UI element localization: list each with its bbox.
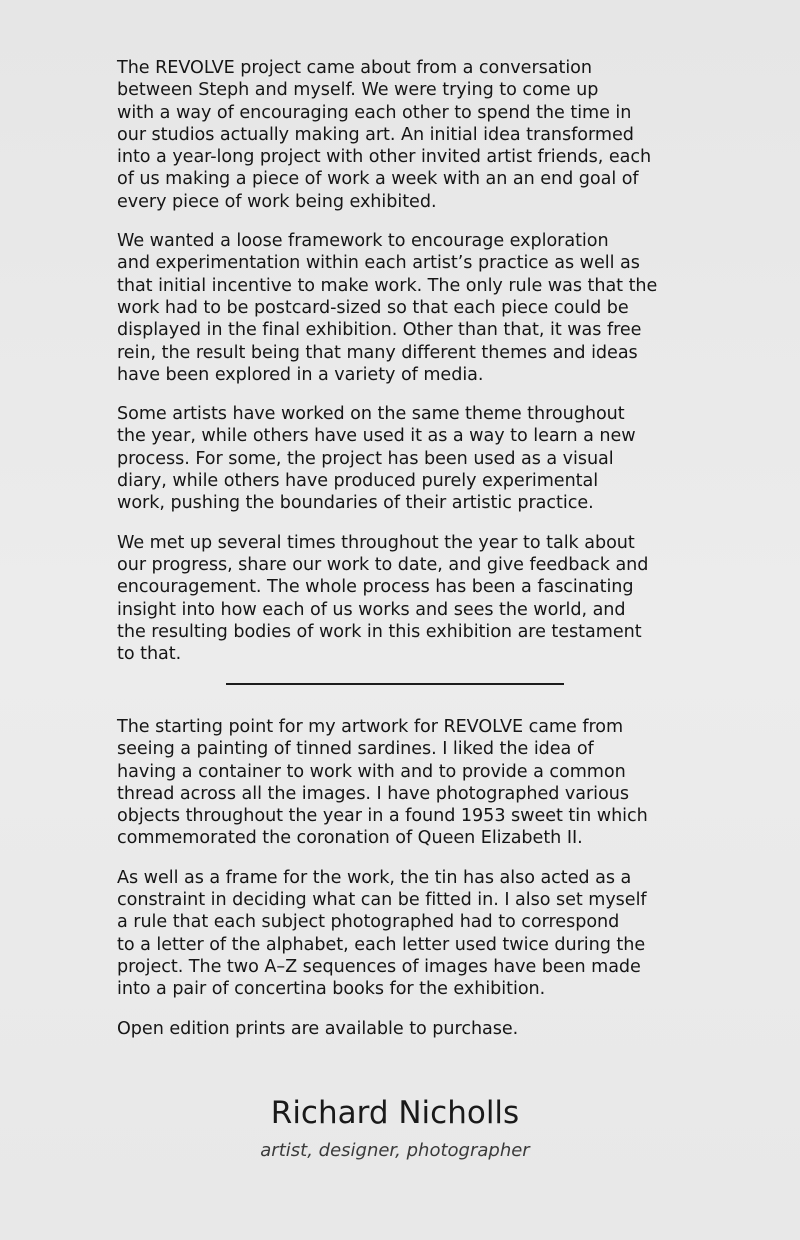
text-line: our progress, share our work to date, and give feedback and [117,554,649,575]
text-line: constraint in deciding what can be fitted in. I also set myself [117,890,647,911]
text-line: objects throughout the year in a found 1953 sweet tin which [117,806,648,827]
text-line: work had to be postcard-sized so that each piece could be [117,297,629,318]
text-line: We met up several times throughout the year to talk about [117,532,635,553]
text-line: into a year-long project with other invited artist friends, each [117,147,652,168]
text-line: into a pair of concertina books for the exhibition. [117,979,546,1000]
text-line: to a letter of the alphabet, each letter used twice during the [117,934,646,955]
artist-name: Richard Nicholls [270,1095,520,1131]
text-line: The starting point for my artwork for REVOLVE came from [117,717,624,737]
text-line: insight into how each of us works and sees the world, and [117,599,626,620]
text-line: having a container to work with and to provide a common [117,761,626,782]
divider-line [226,683,564,685]
text-line: of us making a piece of work a week with an an end goal of [117,169,639,190]
text-line: the resulting bodies of work in this exhibition are testament [117,621,642,642]
text-line: seeing a painting of tinned sardines. I liked the idea of [117,739,594,760]
text-line: and experimentation within each artist’s practice as well as [117,253,640,274]
intro-section [117,57,677,665]
text-line: with a way of encouraging each other to spend the time in [117,102,632,123]
text-line: to that. [117,644,182,665]
text-line: Open edition prints are available to purchase. [117,1018,519,1039]
text-line: project. The two A–Z sequences of images have been made [117,956,641,977]
intro-paragraph-2 [117,230,677,386]
section-divider [226,683,564,685]
text-line: that initial incentive to make work. The only rule was that the [117,275,658,296]
text-line: Some artists have worked on the same theme throughout [117,404,625,425]
text-line: encouragement. The whole process has been a fascinating [117,577,634,598]
text-line: We wanted a loose framework to encourage exploration [117,231,609,252]
text-line: our studios actually making art. An initial idea transformed [117,124,634,145]
text-line: As well as a frame for the work, the tin has also acted as a [117,867,632,888]
text-line: every piece of work being exhibited. [117,191,437,212]
text-line: rein, the result being that many different themes and ideas [117,342,638,363]
text-line: process. For some, the project has been used as a visual [117,448,614,469]
text-line: The REVOLVE project came about from a conversation [117,58,592,78]
text-line: thread across all the images. I have photographed various [117,783,629,804]
artist-role: artist, designer, photographer [260,1140,530,1161]
text-line: work, pushing the boundaries of their artistic practice. [117,493,594,514]
artist-paragraph-2 [117,867,677,1001]
text-line: between Steph and myself. We were trying to come up [117,80,599,101]
intro-paragraph-4 [117,532,677,666]
intro-paragraph-3 [117,403,677,514]
text-line: have been explored in a variety of media. [117,364,484,385]
text-line: diary, while others have produced purely experimental [117,471,599,492]
text-line: a rule that each subject photographed had to correspond [117,912,620,933]
artist-statement-section [117,716,677,1040]
text-line: displayed in the final exhibition. Other than that, it was free [117,320,642,341]
text-line: the year, while others have used it as a way to learn a new [117,426,636,447]
artist-paragraph-1 [117,716,677,850]
artist-paragraph-3 [117,1018,677,1040]
text-line: commemorated the coronation of Queen Elizabeth II. [117,828,583,849]
intro-paragraph-1 [117,57,677,213]
